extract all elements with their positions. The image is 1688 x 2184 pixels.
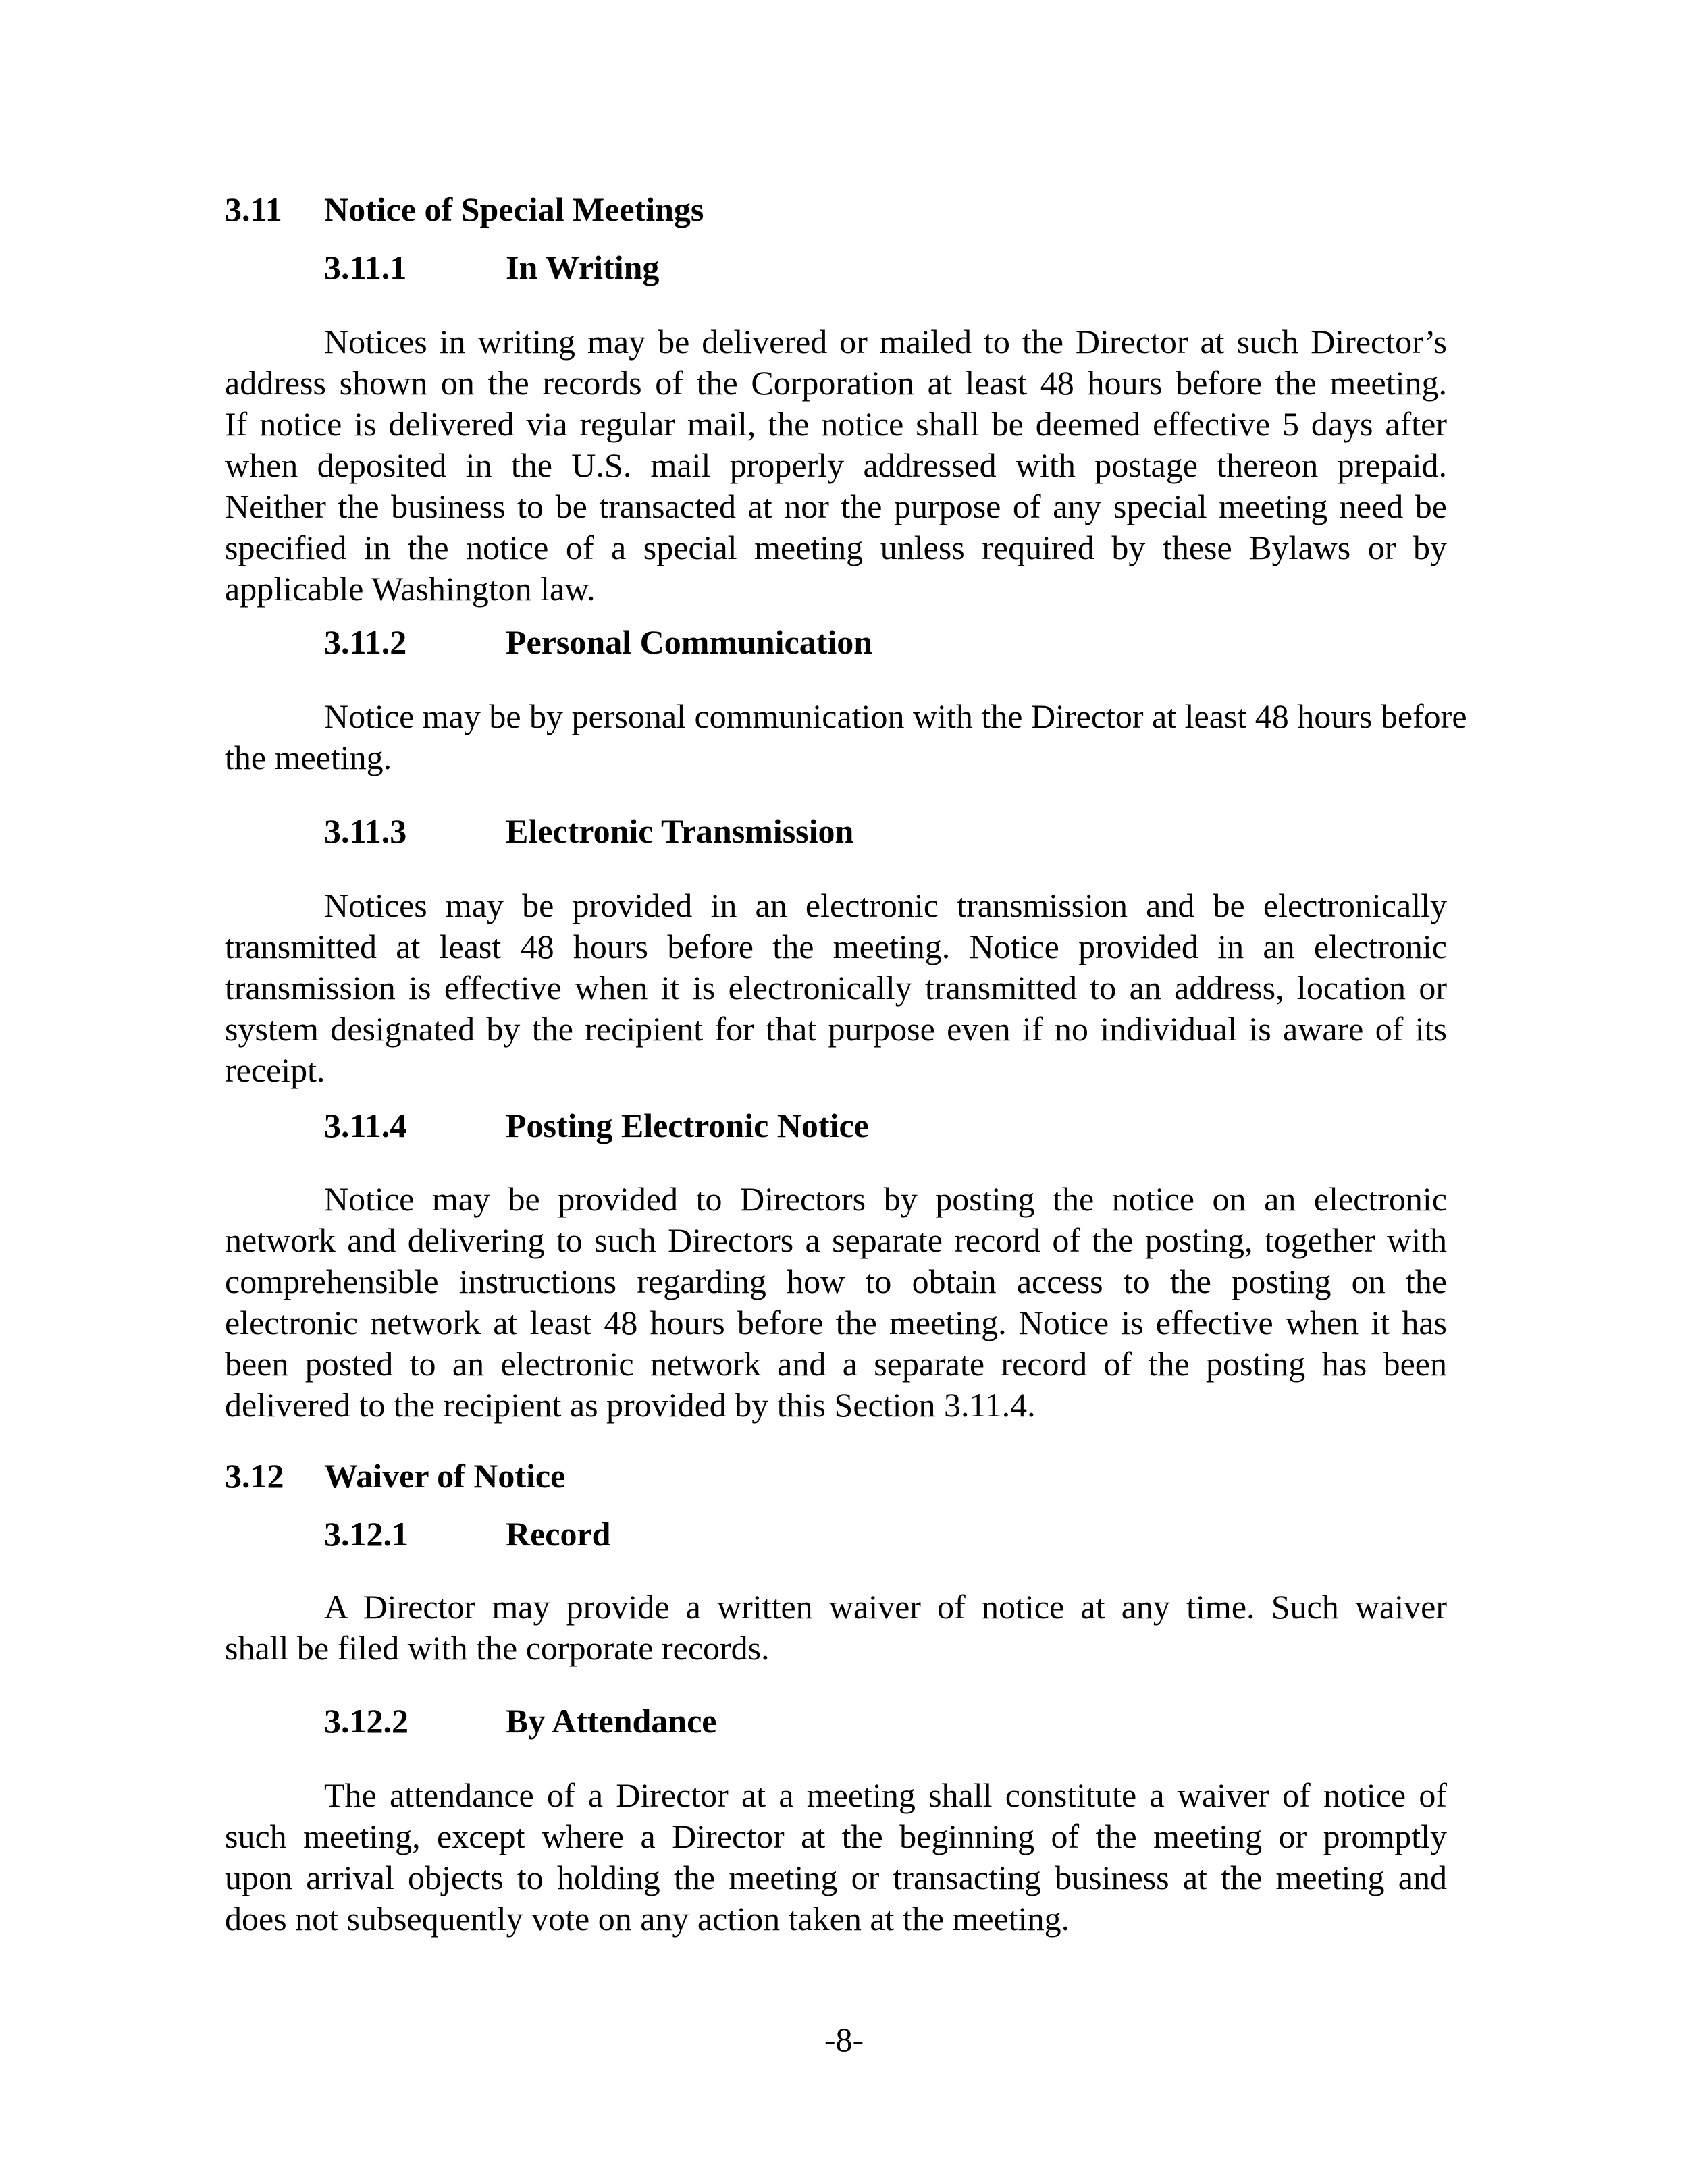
paragraph-line: does not subsequently vote on any action taken at the meeting. <box>225 1900 1070 1938</box>
paragraph-line: when deposited in the U.S. mail properly addressed with postage thereon prepaid. <box>225 446 1447 484</box>
paragraph-line: address shown on the records of the Corporation at least 48 hours before the meeting. <box>225 364 1447 402</box>
paragraph-line: transmission is effective when it is electronically transmitted to an address, location or <box>225 969 1447 1007</box>
paragraph-line: been posted to an electronic network and a separate record of the posting has been <box>225 1345 1447 1383</box>
paragraph-line: The attendance of a Director at a meeting shall constitute a waiver of notice of <box>324 1776 1447 1814</box>
paragraph <box>225 1179 1447 1426</box>
subsection-heading <box>324 622 1546 663</box>
heading-title: Personal Communication <box>506 623 873 661</box>
heading-number: 3.11.2 <box>324 623 407 661</box>
heading-number: 3.11.4 <box>324 1107 407 1144</box>
heading-title: Waiver of Notice <box>324 1457 566 1495</box>
heading-title: Notice of Special Meetings <box>324 190 704 228</box>
subsection-heading <box>324 1701 1546 1742</box>
heading-number: 3.11.3 <box>324 812 407 850</box>
heading-number: 3.11.1 <box>324 248 407 286</box>
paragraph-line: the meeting. <box>225 739 392 776</box>
heading-number: 3.11 <box>225 190 282 228</box>
paragraph <box>225 321 1447 610</box>
paragraph <box>225 1775 1447 1940</box>
paragraph-line: Notice may be by personal communication with the Director at least 48 hours before <box>324 697 1467 735</box>
paragraph-line: specified in the notice of a special meeting unless required by these Bylaws or by <box>225 529 1447 566</box>
paragraph-line: electronic network at least 48 hours before the meeting. Notice is effective when it has <box>225 1304 1447 1341</box>
heading-title: In Writing <box>506 248 660 286</box>
paragraph <box>225 696 1467 778</box>
subsection-heading <box>324 1514 1546 1555</box>
paragraph-line: system designated by the recipient for that purpose even if no individual is aware of its <box>225 1010 1447 1048</box>
paragraph-line: network and delivering to such Directors a separate record of the posting, together with <box>225 1221 1447 1259</box>
paragraph-line: Notice may be provided to Directors by posting the notice on an electronic <box>324 1180 1447 1218</box>
heading-title: Posting Electronic Notice <box>506 1107 869 1144</box>
subsection-heading <box>324 247 1546 288</box>
paragraph-line: If notice is delivered via regular mail, the notice shall be deemed effective 5 days after <box>225 405 1447 443</box>
heading-number: 3.12.2 <box>324 1702 408 1740</box>
subsection-heading <box>324 1105 1546 1146</box>
paragraph-line: Neither the business to be transacted at nor the purpose of any special meeting need be <box>225 487 1447 525</box>
heading-title: By Attendance <box>506 1702 717 1740</box>
paragraph-line: upon arrival objects to holding the meeting or transacting business at the meeting and <box>225 1859 1447 1896</box>
paragraph-line: A Director may provide a written waiver of notice at any time. Such waiver <box>324 1588 1447 1626</box>
paragraph-line: Notices in writing may be delivered or mailed to the Director at such Director’s <box>324 323 1447 361</box>
paragraph <box>225 1587 1447 1669</box>
paragraph-line: delivered to the recipient as provided by this Section 3.11.4. <box>225 1386 1036 1424</box>
heading-title: Electronic Transmission <box>506 812 854 850</box>
paragraph-line: such meeting, except where a Director at the beginning of the meeting or promptly <box>225 1817 1447 1855</box>
paragraph-line: transmitted at least 48 hours before the meeting. Notice provided in an electronic <box>225 928 1447 965</box>
paragraph-line: receipt. <box>225 1051 325 1089</box>
paragraph <box>225 885 1447 1091</box>
section-heading <box>225 189 1447 230</box>
page-number: -8- <box>824 2021 864 2058</box>
paragraph-line: shall be filed with the corporate records. <box>225 1629 770 1667</box>
paragraph-line: comprehensible instructions regarding how to obtain access to the posting on the <box>225 1262 1447 1300</box>
paragraph-line: applicable Washington law. <box>225 570 596 608</box>
heading-title: Record <box>506 1515 611 1553</box>
heading-number: 3.12 <box>225 1457 284 1495</box>
subsection-heading <box>324 811 1546 852</box>
paragraph-line: Notices may be provided in an electronic transmission and be electronically <box>324 886 1447 924</box>
section-heading <box>225 1456 1447 1497</box>
heading-number: 3.12.1 <box>324 1515 408 1553</box>
